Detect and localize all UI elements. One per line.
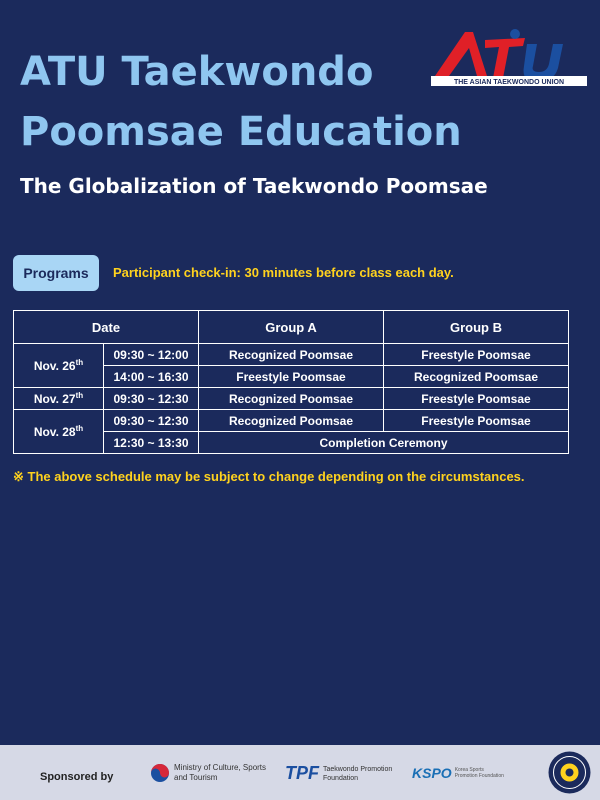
time-cell: 09:30 ~ 12:30	[104, 388, 199, 410]
tpf-line-1: Taekwondo Promotion	[323, 765, 393, 773]
tpf-mark: TPF	[285, 763, 319, 783]
table-row	[14, 388, 569, 410]
schedule-table	[13, 310, 569, 454]
header-date: Date	[14, 311, 199, 344]
federation-seal-icon	[547, 750, 592, 795]
logo-text: THE ASIAN TAEKWONDO UNION	[453, 79, 565, 86]
merged-cell: Completion Ceremony	[199, 432, 569, 454]
programs-badge: Programs	[13, 255, 99, 291]
table-row	[14, 344, 569, 366]
time-cell: 09:30 ~ 12:30	[104, 410, 199, 432]
title-line-1: ATU Taekwondo	[20, 49, 374, 95]
group-b-cell: Freestyle Poomsae	[384, 388, 569, 410]
time-cell: 09:30 ~ 12:00	[104, 344, 199, 366]
group-a-cell: Recognized Poomsae	[199, 410, 384, 432]
table-header-row	[14, 311, 569, 344]
kspo-mark: KSPO	[412, 765, 452, 781]
time-cell: 14:00 ~ 16:30	[104, 366, 199, 388]
subtitle: The Globalization of Taekwondo Poomsae	[20, 174, 488, 198]
header-group-b: Group B	[384, 311, 569, 344]
kspo-logo	[412, 765, 504, 781]
group-a-cell: Recognized Poomsae	[199, 388, 384, 410]
sponsored-by-label: Sponsored by	[40, 771, 114, 783]
date-cell: Nov. 26th	[14, 344, 104, 388]
mcst-line-1: Ministry of Culture, Sports	[174, 763, 267, 772]
header-group-a: Group A	[199, 311, 384, 344]
taeguk-icon	[150, 763, 170, 783]
mcst-logo	[150, 763, 266, 783]
group-b-cell: Recognized Poomsae	[384, 366, 569, 388]
kspo-line-1: Korea Sports	[454, 767, 484, 773]
sponsor-footer	[0, 745, 600, 800]
group-a-cell: Recognized Poomsae	[199, 344, 384, 366]
table-row	[14, 410, 569, 432]
group-b-cell: Freestyle Poomsae	[384, 344, 569, 366]
group-b-cell: Freestyle Poomsae	[384, 410, 569, 432]
tpf-logo	[285, 763, 392, 784]
date-cell: Nov. 28th	[14, 410, 104, 454]
kspo-line-2: Promotion Foundation	[454, 773, 504, 779]
atu-logo	[425, 26, 591, 90]
tpf-line-2: Foundation	[323, 774, 359, 782]
schedule-note: ※ The above schedule may be subject to change depending on the circumstances.	[13, 469, 525, 484]
mcst-line-2: and Tourism	[174, 773, 218, 782]
time-cell: 12:30 ~ 13:30	[104, 432, 199, 454]
checkin-note: Participant check-in: 30 minutes before class each day.	[113, 265, 454, 280]
title-line-2: Poomsae Education	[20, 109, 462, 155]
group-a-cell: Freestyle Poomsae	[199, 366, 384, 388]
date-cell: Nov. 27th	[14, 388, 104, 410]
